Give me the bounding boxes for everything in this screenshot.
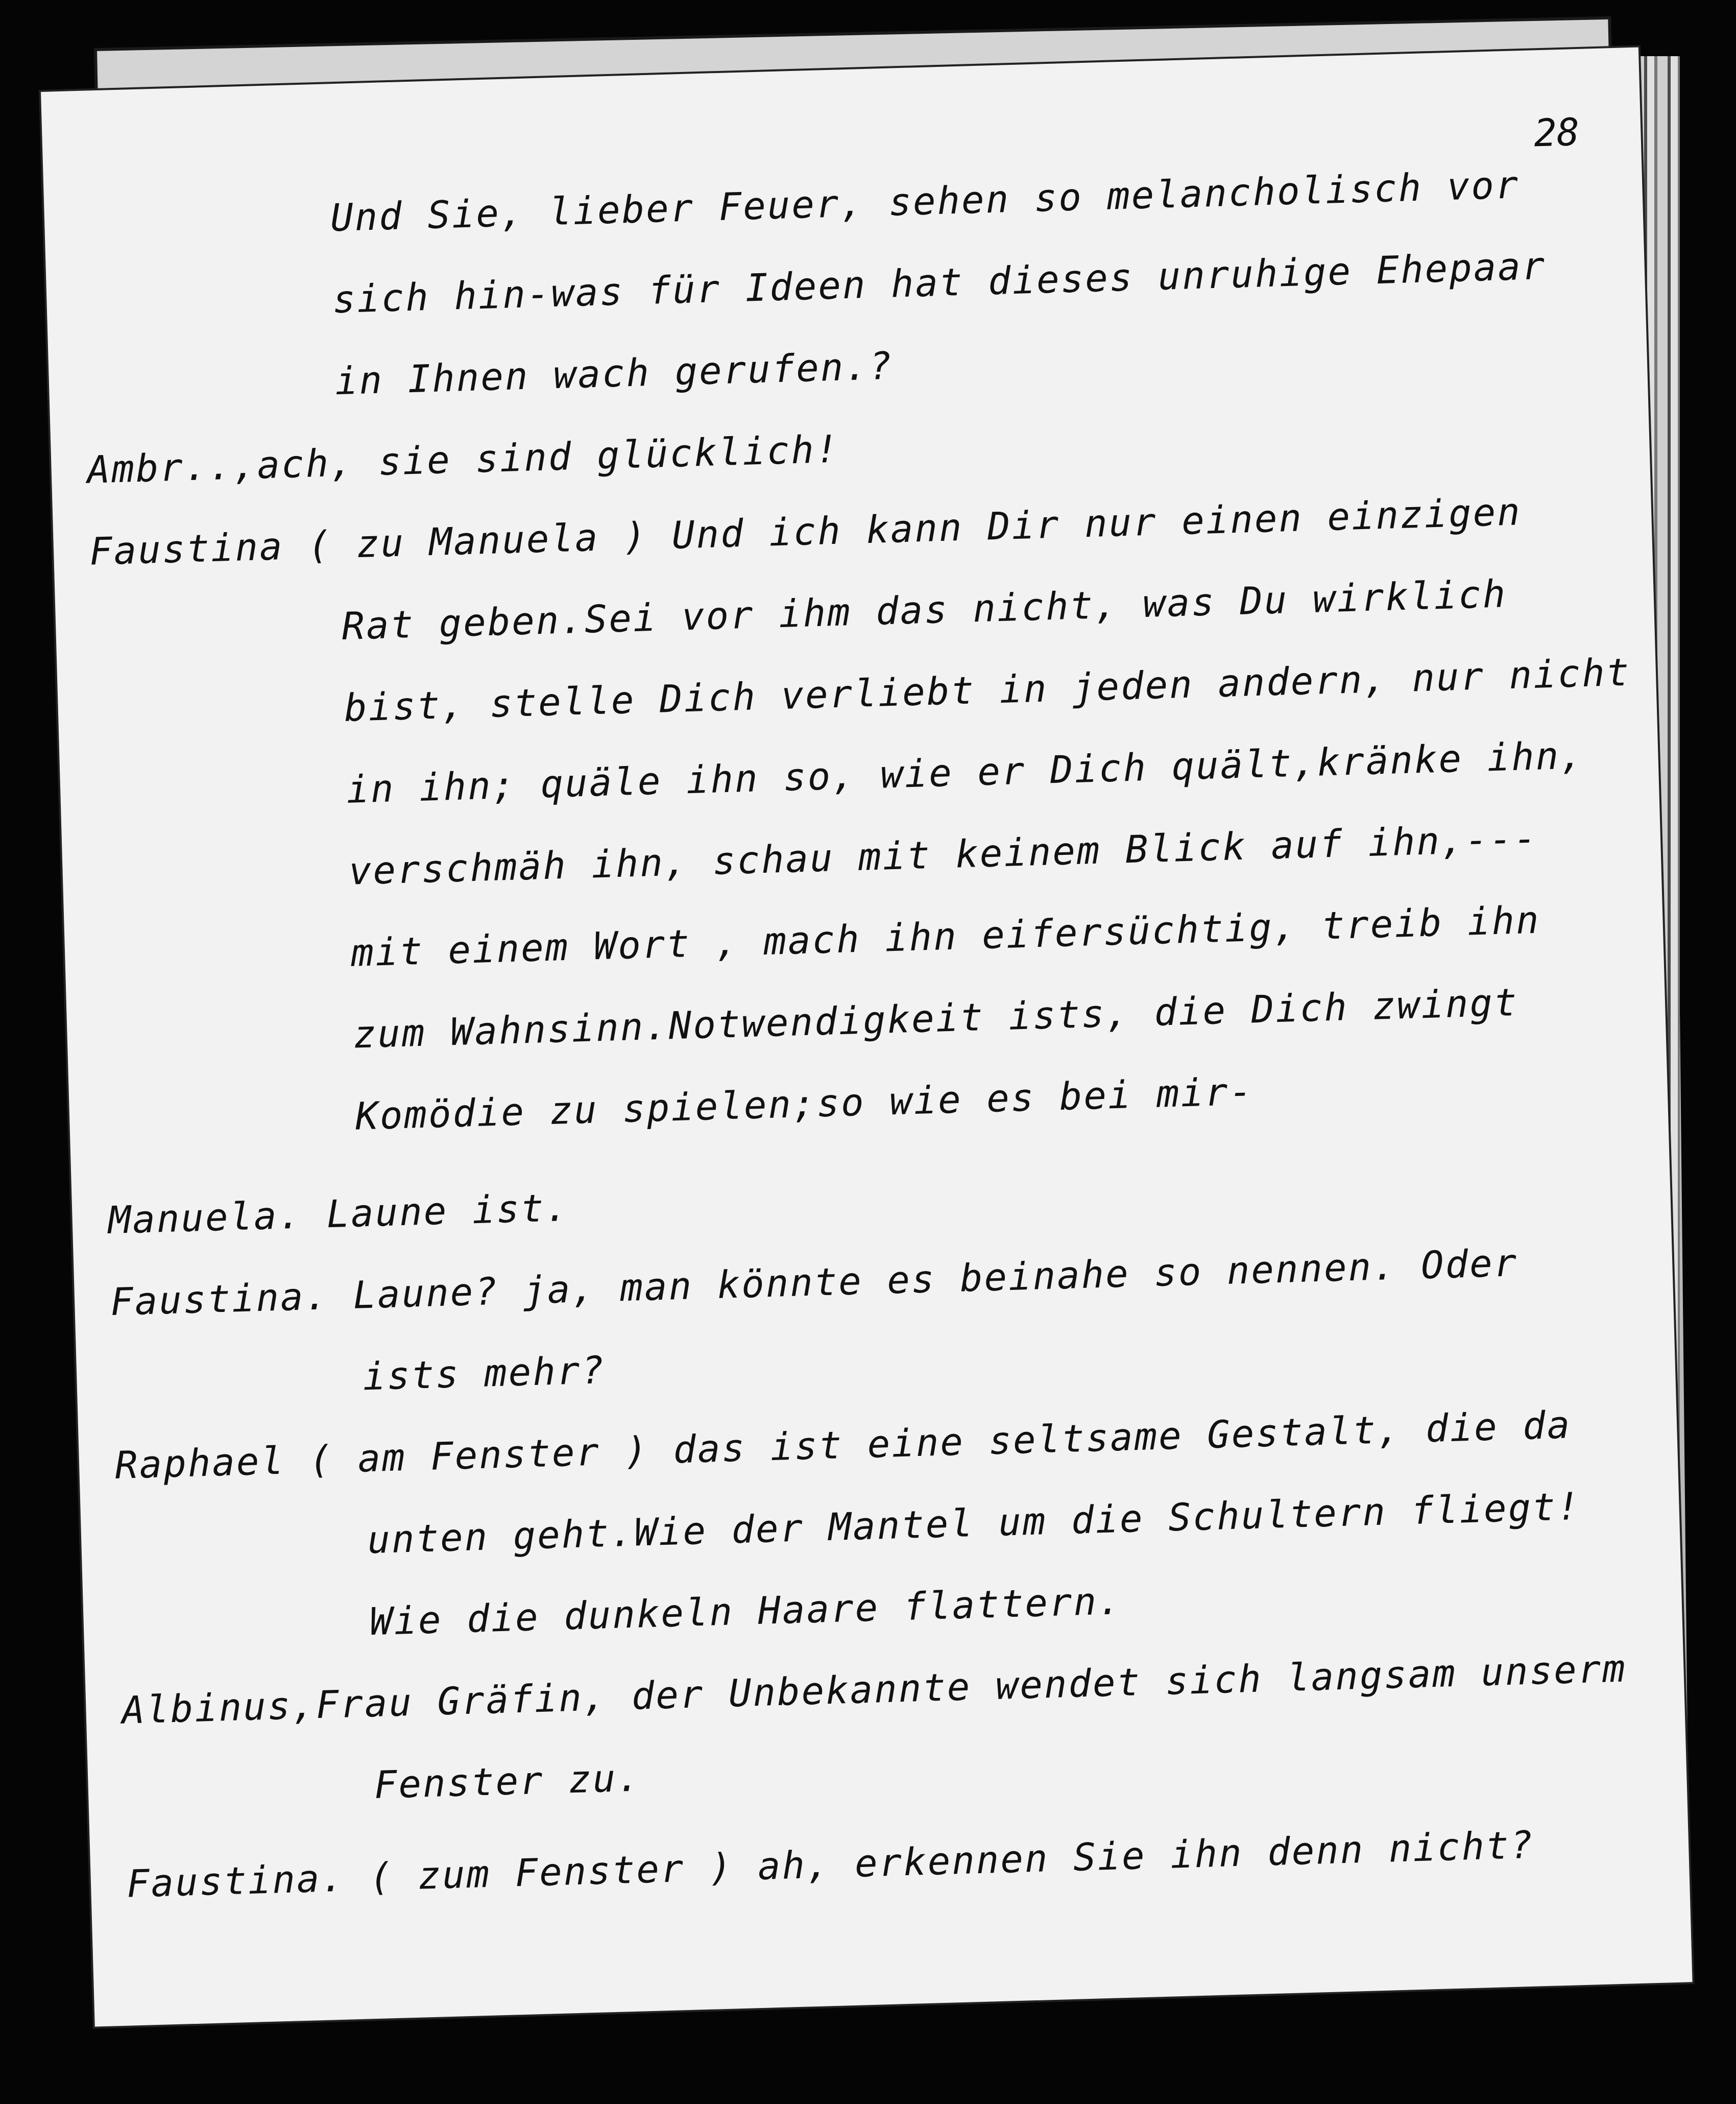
page-number: 28 xyxy=(1533,110,1580,156)
text-line: Wie die dunkeln Haare flattern. xyxy=(369,1579,1123,1644)
text-line: in Ihnen wach gerufen.? xyxy=(334,344,894,404)
speaker-line: Ambr..,ach, sie sind glücklich! xyxy=(86,427,840,492)
text-line: Rat geben.Sei vor ihm das nicht, was Du wirklich xyxy=(341,572,1508,649)
speaker-line: Faustina ( zu Manuela ) Und ich kann Dir nur einen einzigen xyxy=(88,490,1522,574)
text-line: unten geht.Wie der Mantel um die Schultern fliegt! xyxy=(367,1484,1582,1563)
speaker-line: Faustina. ( zum Fenster ) ah, erkennen Sie ihn denn nicht? xyxy=(126,1823,1535,1906)
text-line: sich hin-was für Ideen hat dieses unruhige Ehepaar xyxy=(332,244,1547,322)
speaker-line: Manuela. Laune ist. xyxy=(107,1185,570,1243)
text-line: bist, stelle Dich verliebt in jeden andern, nur nicht xyxy=(343,650,1631,730)
text-line: zum Wahnsinn.Notwendigkeit ists, die Dich zwingt xyxy=(352,980,1519,1057)
speaker-line: Faustina. Laune? ja, man könnte es beinahe so nennen. Oder xyxy=(110,1241,1519,1325)
text-line: Und Sie, lieber Feuer, sehen so melancholisch vor xyxy=(329,163,1521,241)
speaker-line: Raphael ( am Fenster ) das ist eine seltsame Gestalt, die da xyxy=(114,1403,1572,1488)
text-line: in ihn; quäle ihn so, wie er Dich quält,kränke ihn, xyxy=(346,733,1585,812)
text-line: verschmäh ihn, schau mit keinem Blick auf ihn,--- xyxy=(348,816,1539,894)
text-line: Komödie zu spielen;so wie es bei mir- xyxy=(355,1069,1255,1139)
speaker-line: Albinus,Frau Gräfin, der Unbekannte wendet sich langsam unserm xyxy=(121,1646,1627,1733)
text-line: Fenster zu. xyxy=(373,1756,642,1808)
document-page xyxy=(41,47,1693,2027)
text-line: mit einem Wort , mach ihn eifersüchtig, treib ihn xyxy=(350,898,1541,975)
text-line: ists mehr? xyxy=(362,1348,607,1399)
